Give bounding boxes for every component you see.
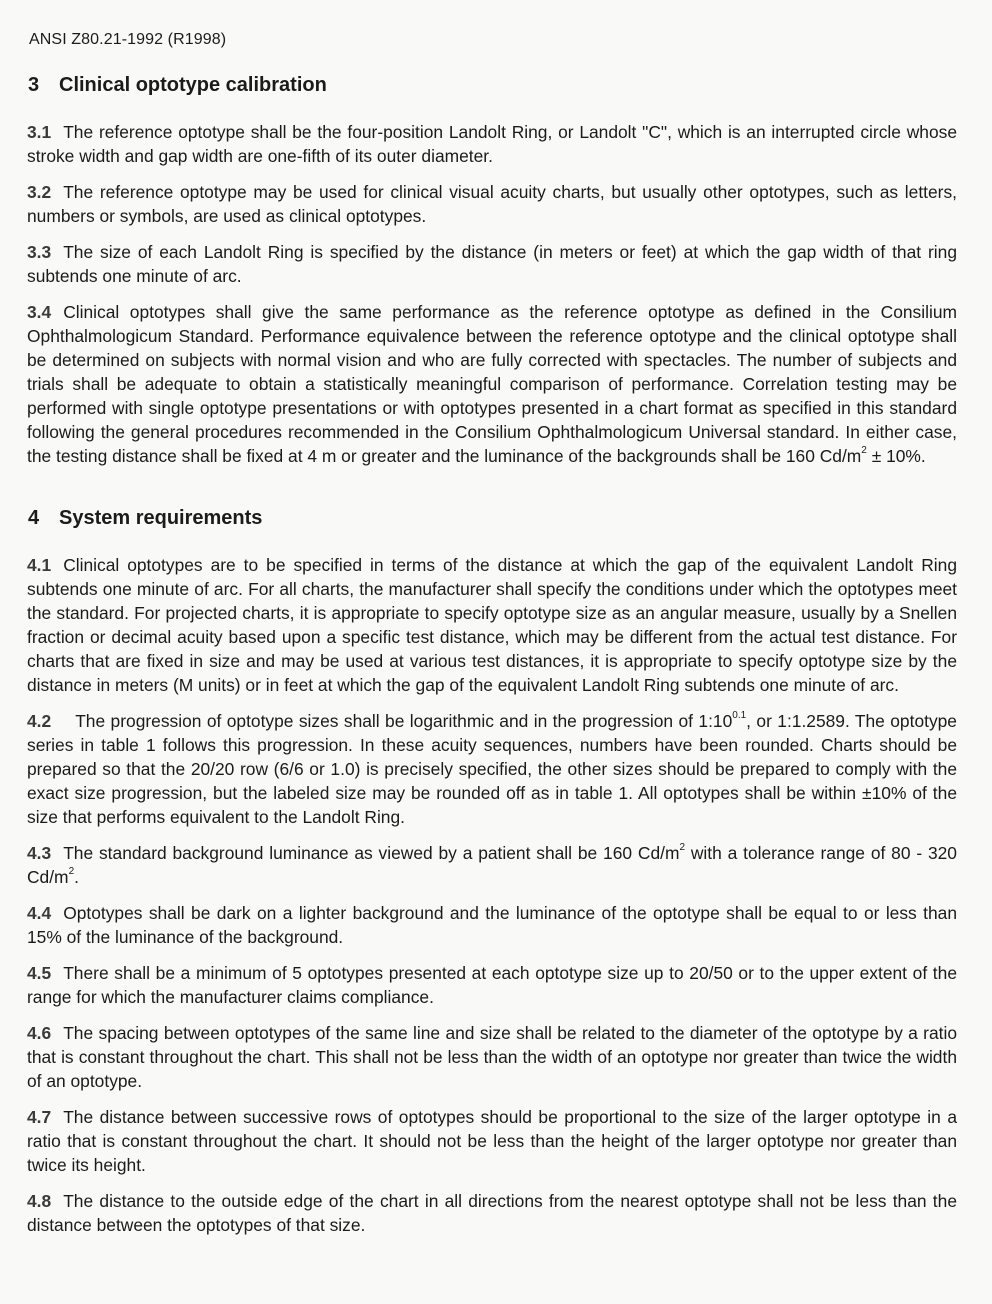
section-3-heading [28,72,957,98]
clause-text: Clinical optotypes are to be specified in terms of the distance at which the gap of the equivalent Landolt Ring subtends one minute of arc. For all charts, the manufacturer shall specify the conditions under which the optotypes meet the standard. For projected charts, it is appropriate to specify optotype size as an angular measure, usually by a Snellen fraction or decimal acuity based upon a specific test distance, which may be different from the actual test distance. For charts that are fixed in size and may be used at various test distances, it is appropriate to specify optotype size by the distance in meters (M units) or in feet at which the gap of the equivalent Landolt Ring subtends one minute of arc. [27,555,957,695]
section-3-title: Clinical optotype calibration [59,74,327,96]
clause-text-continued: with a tolerance range of 80 - 320 Cd/m [27,843,957,887]
clause-text: The spacing between optotypes of the same line and size shall be related to the diameter of the optotype by a ratio that is constant throughout the chart. This shall not be less than the width of an optotype nor greater than twice the width of an optotype. [27,1023,957,1091]
clause-number: 3.1 [27,122,52,142]
clause-text: The distance between successive rows of optotypes should be proportional to the size of the larger optotype in a ratio that is constant throughout the chart. It should not be less than the height of the larger optotype nor greater than twice its height. [27,1107,957,1175]
clause-text: The progression of optotype sizes shall be logarithmic and in the progression of 1:10 [75,711,733,731]
section-3-number: 3 [28,74,40,96]
clause-3-2 [27,180,957,228]
clause-4-2 [27,709,957,829]
clause-number: 3.2 [27,182,52,202]
clause-text: Optotypes shall be dark on a lighter background and the luminance of the optotype shall be equal to or less than 15% of the luminance of the background. [27,903,957,947]
clause-3-4 [27,300,957,468]
clause-text: The distance to the outside edge of the chart in all directions from the nearest optotype shall not be less than the distance between the optotypes of that size. [27,1191,957,1235]
clause-text-continued: ± 10%. [866,446,926,466]
clause-text: There shall be a minimum of 5 optotypes presented at each optotype size up to 20/50 or to the upper extent of the range for which the manufacturer claims compliance. [27,963,957,1007]
clause-number: 4.6 [27,1023,52,1043]
clause-number: 4.3 [27,843,52,863]
clause-number: 3.3 [27,242,52,262]
clause-text: Clinical optotypes shall give the same performance as the reference optotype as defined in the Consilium Ophthalmologicum Standard. Performance equivalence between the reference optotype and the clinical optotype shall be determined on subjects with normal vision and who are fully corrected with spectacles. The number of subjects and trials shall be adequate to obtain a statistically meaningful comparison of performance. Correlation testing may be performed with single optotype presentations or with optotypes presented in a chart format as specified in this standard following the general procedures recommended in the Consilium Ophthalmologicum Universal standard. In either case, the testing distance shall be fixed at 4 m or greater and the luminance of the backgrounds shall be 160 Cd/m [27,302,957,466]
superscript: 0.1 [732,710,747,721]
clause-number: 4.2 [27,711,52,731]
clause-text: The size of each Landolt Ring is specified by the distance (in meters or feet) at which the gap width of that ring subtends one minute of arc. [27,242,957,286]
clause-number: 4.1 [27,555,52,575]
clause-number: 4.8 [27,1191,52,1211]
clause-number: 4.4 [27,903,52,923]
clause-4-7 [27,1105,957,1177]
clause-4-3 [27,841,957,889]
clause-4-1 [27,553,957,697]
clause-4-8 [27,1189,957,1237]
standard-header: ANSI Z80.21-1992 (R1998) [29,31,227,48]
section-4-title: System requirements [59,507,263,529]
clause-3-3 [27,240,957,288]
clause-number: 3.4 [27,302,52,322]
clause-number: 4.7 [27,1107,52,1127]
clause-4-6 [27,1021,957,1093]
superscript: 2 [679,842,686,853]
superscript: 2 [861,445,867,456]
clause-text: The standard background luminance as viewed by a patient shall be 160 Cd/m [63,843,680,863]
clause-text-continued: , or 1:1.2589. The optotype series in table 1 follows this progression. In these acuity sequences, numbers have been rounded. Charts should be prepared so that the 20/20 row (6/6 or 1.0) is precisely specified, the other sizes should be prepared to comply with the exact size progression, but the labeled size may be rounded off as in table 1. All optotypes shall be within ±10% of the size that performs equivalent to the Landolt Ring. [27,711,957,827]
superscript: 2 [68,866,75,877]
clause-text: The reference optotype shall be the four-position Landolt Ring, or Landolt "C", which is an interrupted circle whose stroke width and gap width are one-fifth of its outer diameter. [27,122,957,166]
document-page [27,30,957,1249]
section-4-number: 4 [28,507,40,529]
clause-4-4 [27,901,957,949]
clause-text-end: . [74,867,79,887]
clause-3-1 [27,120,957,168]
clause-number: 4.5 [27,963,52,983]
clause-4-5 [27,961,957,1009]
clause-text: The reference optotype may be used for clinical visual acuity charts, but usually other optotypes, such as letters, numbers or symbols, are used as clinical optotypes. [27,182,957,226]
section-4-heading [28,505,957,531]
